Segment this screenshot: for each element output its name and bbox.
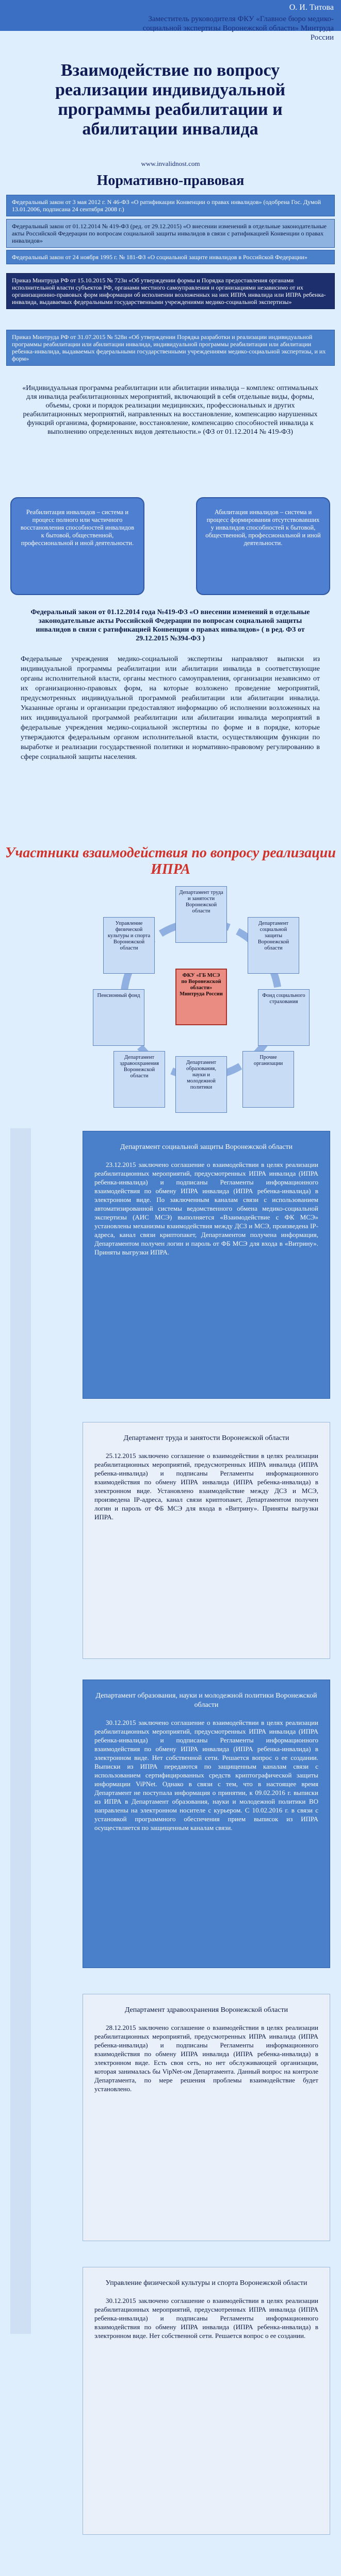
law-2014-text: Федеральные учреждения медико-социальной экспертизы направляют выписки из индивидуальной программы реабилитации или абилитации инвалида в соответствующие органы исполнительной власти, органы местного самоуправления, организации независимо от их организационно-правовых форм, на которые возложено проведение мероприятий, предусмотренных индивидуальной программой реабилитации или абилитации инвалида. Указанные органы и организации предоставляют информацию об исполнении возложенных на них индивидуальной программой реабилитации или абилитации инвалида мероприятий в федеральные учреждения медико-социальной экспертизы по форме и в порядке, которые утверждаются федеральным органом исполнительной власти, осуществляющим функции по выработке и реализации государственной политики и нормативно-правовому регулированию в сфере социальной защиты населения. (21, 655, 320, 761)
law-box-1: Федеральный закон от 3 мая 2012 г. N 46-ФЗ «О ратификации Конвенции о правах инвалидов» (одобрена Гос. Думой 13.01.2006, подписана 24 сентября 2008 г.) (6, 195, 335, 216)
ipra-definition: «Индивидуальная программа реабилитации или абилитации инвалида – комплекс оптимальных для инвалида реабилитационных мероприятий, включающий в себя отдельные виды, формы, объемы, сроки и порядок реализации медицинских, профессиональных и других реабилитационных мероприятий, направленных на восстановление, компенсацию нарушенных функций организма, формирование, восстановление, компенсацию способностей инвалида к выполнению определенных видов деятельности.» (ФЗ от 01.12.2014 № 419-ФЗ) (22, 384, 318, 436)
site-link[interactable]: www.invalidnost.com (141, 160, 200, 167)
author-name: О. И. Титова (289, 3, 334, 12)
diagram-node-2: Управление физической культуры и спорта Воронежской области (103, 917, 155, 974)
dept-social-protection (83, 1131, 330, 1399)
dept-head: Департамент труда и занятости Воронежской области (123, 1434, 289, 1442)
dept-body: 25.12.2015 заключено соглашение о взаимодействии в целях реализации реабилитационных мероприятий, предусмотренных ИПРА инвалида (ИПРА ребенка-инвалида) и подписаны Регламенты информационного взаимодействия по обмену ИПРА инвалида (ИПРА ребенка-инвалида) в электронном виде. Установлено взаимодействие между ДСЗ и МСЭ, произведена IP-адреса, канал связи криптопакет, Департаментом получен логин и пароль от ФБ МСЭ для входа в «Витрину». Приняты выгрузки ИПРА. (94, 1452, 318, 1521)
participants-title: Участники взаимодействия по вопросу реализации ИПРА (5, 845, 336, 877)
page-title: Взаимодействие по вопросу реализации индивидуальной программы реабилитации и абилитации инвалида (55, 61, 286, 139)
dept-body: 30.12.2015 заключено соглашение о взаимодействии в целях реализации реабилитационных мероприятий, предусмотренных ИПРА инвалида (ИПРА ребенка-инвалида) и подписаны Регламенты информационного взаимодействия по обмену ИПРА инвалида (ИПРА ребенка-инвалида) в электронном виде. Нет собственной сети. Решается вопрос о ее создании. (94, 2297, 318, 2340)
dept-sports (83, 2267, 330, 2535)
law-box-2: Федеральный закон от 01.12.2014 № 419-ФЗ (ред. от 29.12.2015) «О внесении изменений в отдельные законодательные акты Российской Федерации по вопросам социальной защиты инвалидов в связи с ратификацией Конвенции о правах инвалидов» (6, 219, 335, 248)
diagram-node-8: Прочие организации (242, 1051, 294, 1108)
dept-head: Департамент образования, науки и молодежной политики Воронежской области (95, 1692, 317, 1709)
law-box-5: Приказ Минтруда РФ от 31.07.2015 № 528н «Об утверждении Порядка разработки и реализации индивидуальной программы реабилитации или абилитации инвалида, индивидуальной программы реабилитации или абилитации ребенка-инвалида, выдаваемых федеральными государственными учреждениями медико-социальной экспертизы, и их форм» (6, 330, 335, 366)
habilitation-callout: Абилитация инвалидов – система и процесс формирования отсутствовавших у инвалидов способностей к бытовой, общественной, профессиональной и иной деятельности. (196, 497, 330, 595)
decorative-strip (10, 1128, 31, 2334)
diagram-node-4: Пенсионный фонд (93, 989, 144, 1046)
dept-head: Управление физической культуры и спорта Воронежской области (105, 2279, 307, 2287)
rehabilitation-callout: Реабилитация инвалидов – система и процесс полного или частичного восстановления способностей инвалидов к бытовой, общественной, профессиональной и иной деятельности. (10, 497, 144, 595)
author-position: Заместитель руководителя ФКУ «Главное бюро медико-социальной экспертизы Воронежской области» Минтруда России (142, 15, 334, 42)
dept-body: 23.12.2015 заключено соглашение о взаимодействии в целях реализации реабилитационных мероприятий, предусмотренных ИПРА инвалида (ИПРА ребенка-инвалида) и подписаны Регламенты информационного взаимодействия по обмену ИПРА инвалида (ИПРА ребенка-инвалида) в электронном виде. По заключенным каналам связи с использованием автоматизированной системы ведомственного обмена медико-социальной экспертизы (АИС МСЭ) выполняется «Взаимодействие с ФК МСЭ» установлены механизмы взаимодействия между ДСЗ и МСЭ, произведена IP-адреса, канал связи криптопакет, Департаментом получена информация, Департаментом получен логин и пароль от ФБ МСЭ для входа в «Витрину». Приняты выгрузки ИПРА. (94, 1161, 318, 1256)
diagram-node-3: Департамент социальной защиты Воронежской области (248, 917, 299, 974)
diagram-node-1: Департамент труда и занятости Воронежской области (175, 886, 227, 943)
law-box-4: Приказ Минтруда РФ от 15.10.2015 № 723н «Об утверждении формы и Порядка предоставления органами исполнительной власти субъектов РФ, органами местного самоуправления и организациями независимо от их организационно-правовых форм информации об исполнении возложенных на них ИПРА инвалида или ИПРА ребенка-инвалида, выдаваемых федеральными государственными учреждениями медико-социальной экспертизы» (6, 273, 335, 309)
dept-body: 30.12.2015 заключено соглашение о взаимодействии в целях реализации реабилитационных мероприятий, предусмотренных ИПРА инвалида (ИПРА ребенка-инвалида) и подписаны Регламенты информационного взаимодействия по обмену ИПРА инвалида (ИПРА ребенка-инвалида) в электронном виде. Нет собственной сети. Решается вопрос о ее создании. Выписки из ИПРА передаются по защищенным каналам связи с использованием сертифицированных средств криптографической защиты информации ViPNet. Однако в связи с тем, что в настоящее время Департамент не поступала информация о принятии, к 09.02.2016 г. выписки из ИПРА в Департамент образования, науки и молодежной политики ВО направлены на электронном носителе с курьером. С 10.02.2016 г. в связи с установкой программного обеспечения прием выписок из ИПРА осуществляется по защищенным каналам связи. (94, 1719, 318, 1832)
dept-education (83, 1680, 330, 1968)
law-box-3: Федеральный закон от 24 ноября 1995 г. № 181-ФЗ «О социальной защите инвалидов в Российской Федерации» (6, 250, 335, 264)
diagram-node-6: Департамент здравоохранения Воронежской области (113, 1051, 165, 1108)
dept-healthcare (83, 1994, 330, 2241)
dept-labor-employment (83, 1422, 330, 1659)
dept-head: Департамент социальной защиты Воронежской области (120, 1143, 293, 1151)
law-2014-title: Федеральный закон от 01.12.2014 года №419-ФЗ «О внесении изменений в отдельные законодательные акты Российской Федерации по вопросам социальной защиты инвалидов в связи с ратификацией Конвенции о правах инвалидов» ( в ред. ФЗ от 29.12.2015 №394-ФЗ ) (30, 608, 310, 642)
dept-head: Департамент здравоохранения Воронежской области (124, 2006, 288, 2014)
dept-body: 28.12.2015 заключено соглашение о взаимодействии в целях реализации реабилитационных мероприятий, предусмотренных ИПРА инвалида (ИПРА ребенка-инвалида) и подписаны Регламенты информационного взаимодействия по обмену ИПРА инвалида (ИПРА ребенка-инвалида) в электронном виде. Есть своя сеть, но нет обслуживающей организации, которая занималась бы VipNet-ом Департамента. Данный вопрос на контроле Департамента, по мере решения проблемы взаимодействие будет установлено. (94, 2024, 318, 2093)
diagram-node-5: Фонд социального страхования (258, 989, 310, 1046)
diagram-center-node: ФКУ «ГБ МСЭ по Воронежской области» Минтруда России (175, 969, 227, 1025)
diagram-node-7: Департамент образования, науки и молодежной политики (175, 1056, 227, 1113)
participants-diagram (93, 886, 310, 1113)
section-title-legal: Нормативно-правовая (96, 173, 245, 189)
